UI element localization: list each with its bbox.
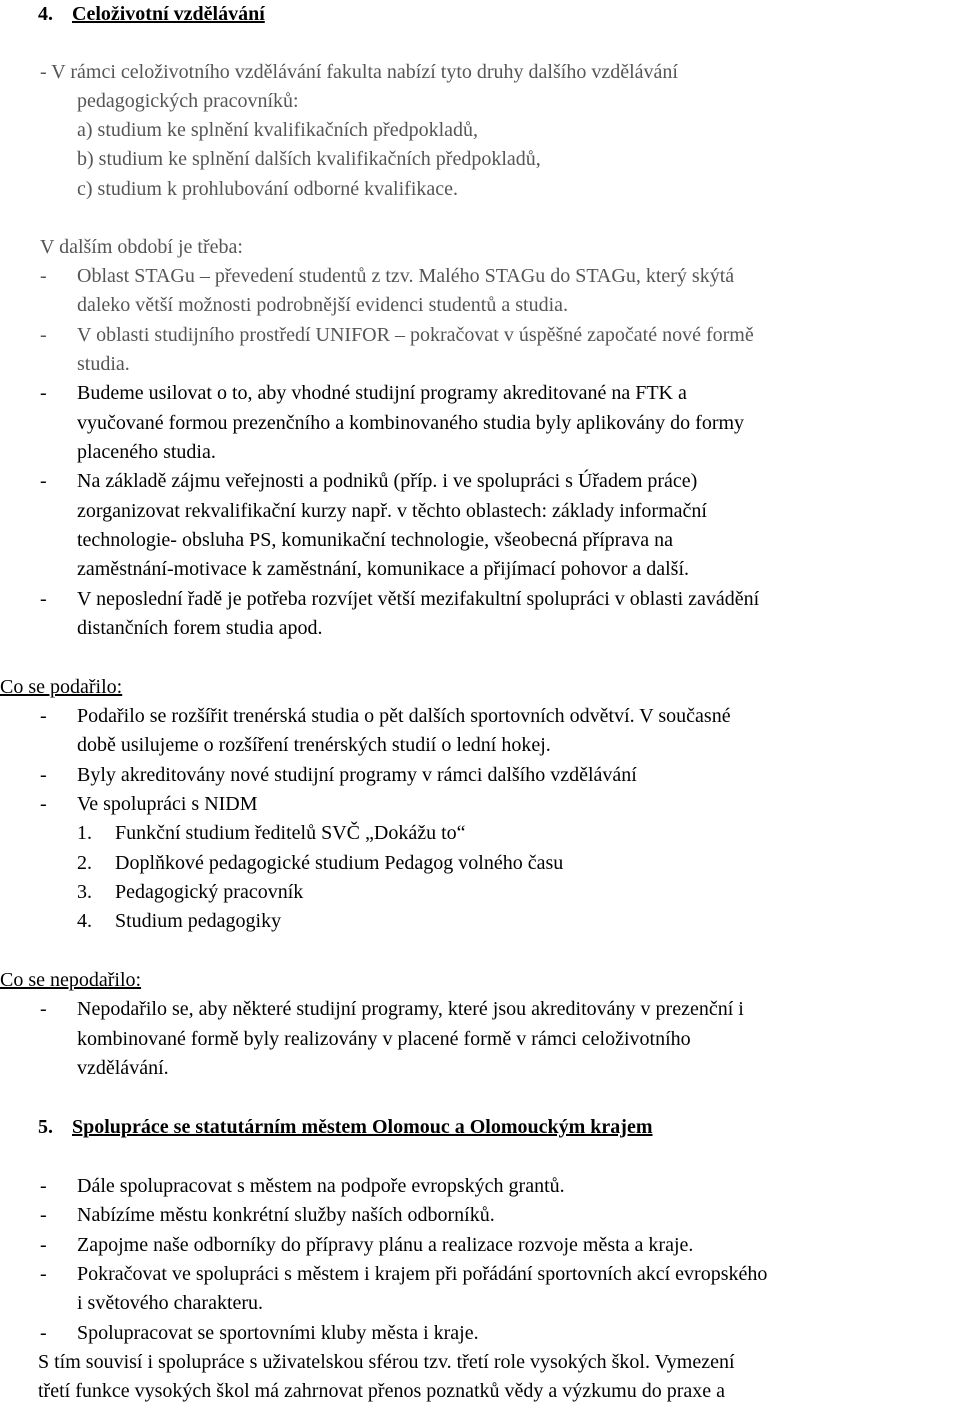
closing-paragraph-line: S tím souvisí i spolupráce s uživatelskou sférou tzv. třetí role vysokých škol. Vymezení [38, 1351, 735, 1373]
list-bullet: - [40, 382, 47, 404]
numbered-item-number: 4. [77, 910, 92, 932]
list-item-text: Na základě zájmu veřejnosti a podniků (příp. i ve spolupráci s Úřadem práce) [77, 470, 698, 492]
list-item-text: Byly akreditovány nové studijní programy v rámci dalšího vzdělávání [77, 764, 637, 786]
list-bullet: - [40, 998, 47, 1020]
list-item-text: Nepodařilo se, aby některé studijní programy, které jsou akreditovány v prezenční i [77, 998, 744, 1020]
list-item-text: Zapojme naše odborníky do přípravy plánu a realizace rozvoje města a kraje. [77, 1234, 694, 1256]
section-5-number: 5. [38, 1116, 53, 1138]
next-period-heading: V dalším období je třeba: [40, 236, 243, 258]
list-item-text: distančních forem studia apod. [77, 617, 323, 639]
numbered-item-text: Studium pedagogiky [115, 910, 282, 932]
intro-line: c) studium k prohlubování odborné kvalifikace. [77, 178, 459, 200]
closing-paragraph-line: třetí funkce vysokých škol má zahrnovat přenos poznatků vědy a výzkumu do praxe a [38, 1380, 726, 1402]
list-bullet: - [40, 588, 47, 610]
numbered-item-number: 1. [77, 822, 92, 844]
failure-heading: Co se nepodařilo: [0, 969, 142, 991]
list-item-text: vyučované formou prezenčního a kombinovaného studia byly aplikovány do formy [77, 412, 745, 434]
list-item-text: zaměstnání-motivace k zaměstnání, komunikace a přijímací pohovor a další. [77, 558, 690, 580]
list-bullet: - [40, 1263, 47, 1285]
list-bullet: - [40, 324, 47, 346]
section-4-title: Celoživotní vzdělávání [72, 3, 265, 25]
list-bullet: - [40, 1322, 47, 1344]
list-bullet: - [40, 1204, 47, 1226]
list-bullet: - [40, 1175, 47, 1197]
success-heading: Co se podařilo: [0, 676, 123, 698]
list-item-text: době usilujeme o rozšíření trenérských studií o lední hokej. [77, 734, 551, 756]
section-5-heading [38, 1113, 653, 1142]
list-item-text: Oblast STAGu – převedení studentů z tzv. Malého STAGu do STAGu, který skýtá [77, 265, 735, 287]
intro-line: pedagogických pracovníků: [77, 90, 299, 112]
list-item-text: V oblasti studijního prostředí UNIFOR – pokračovat v úspěšné započaté nové formě [77, 324, 754, 346]
intro-line: - V rámci celoživotního vzdělávání fakulta nabízí tyto druhy dalšího vzdělávání [40, 61, 678, 83]
list-bullet: - [40, 793, 47, 815]
list-item-text: Dále spolupracovat s městem na podpoře evropských grantů. [77, 1175, 565, 1197]
numbered-item-text: Pedagogický pracovník [115, 881, 304, 903]
list-item-text: i světového charakteru. [77, 1292, 264, 1314]
list-item-text: Pokračovat ve spolupráci s městem i krajem při pořádání sportovních akcí evropského [77, 1263, 768, 1285]
list-bullet: - [40, 705, 47, 727]
list-item-text: Nabízíme městu konkrétní služby naších odborníků. [77, 1204, 495, 1226]
section-5-title: Spolupráce se statutárním městem Olomouc a Olomouckým krajem [72, 1116, 653, 1138]
intro-line: a) studium ke splnění kvalifikačních předpokladů, [77, 119, 479, 141]
list-item-text: technologie- obsluha PS, komunikační technologie, všeobecná příprava na [77, 529, 673, 551]
list-item-text: vzdělávání. [77, 1057, 169, 1079]
list-item-text: kombinované formě byly realizovány v placené formě v rámci celoživotního [77, 1028, 691, 1050]
list-bullet: - [40, 1234, 47, 1256]
list-item-text: Spolupracovat se sportovními kluby města i kraje. [77, 1322, 479, 1344]
numbered-item-number: 2. [77, 852, 92, 874]
numbered-item-number: 3. [77, 881, 92, 903]
list-item-text: placeného studia. [77, 441, 216, 463]
list-item-text: daleko větší možnosti podrobnější evidenci studentů a studia. [77, 294, 569, 316]
list-bullet: - [40, 764, 47, 786]
numbered-item-text: Doplňkové pedagogické studium Pedagog volného času [115, 852, 564, 874]
intro-line: b) studium ke splnění dalších kvalifikačních předpokladů, [77, 148, 541, 170]
list-item-text: V neposlední řadě je potřeba rozvíjet větší mezifakultní spolupráci v oblasti zavádění [77, 588, 760, 610]
list-item-text: Ve spolupráci s NIDM [77, 793, 258, 815]
numbered-item-text: Funkční studium ředitelů SVČ „Dokážu to“ [115, 822, 466, 844]
list-item-text: Podařilo se rozšířit trenérská studia o pět dalších sportovních odvětví. V současné [77, 705, 731, 727]
list-bullet: - [40, 470, 47, 492]
list-bullet: - [40, 265, 47, 287]
list-item-text: studia. [77, 353, 130, 375]
section-4-number: 4. [38, 3, 53, 25]
list-item-text: Budeme usilovat o to, aby vhodné studijní programy akreditované na FTK a [77, 382, 687, 404]
list-item-text: zorganizovat rekvalifikační kurzy např. v těchto oblastech: základy informační [77, 500, 707, 522]
section-4-heading [38, 0, 265, 29]
